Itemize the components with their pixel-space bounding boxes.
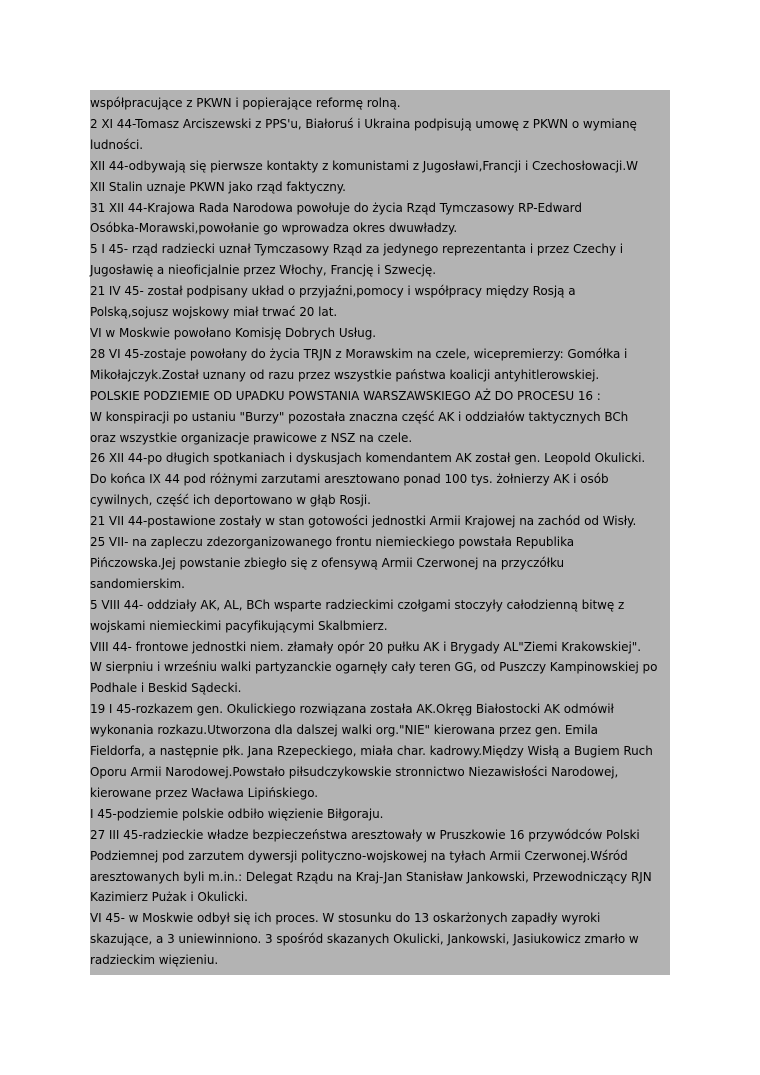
text-line: I 45-podziemie polskie odbiło więzienie Biłgoraju. [90,806,384,821]
text-line: Pińczowska.Jej powstanie zbiegło się z ofensywą Armii Czerwonej na przyczółku [90,555,565,570]
text-line: ludności. [90,137,144,152]
text-line: Fieldorfa, a następnie płk. Jana Rzepeckiego, miała char. kadrowy.Między Wisłą a Bugiem Ruch [90,744,653,759]
text-line: 5 VIII 44- oddziały AK, AL, BCh wsparte radzieckimi czołgami stoczyły całodzienną bitwę z [90,597,625,612]
section-heading: POLSKIE PODZIEMIE OD UPADKU POWSTANIA WARSZAWSKIEGO AŻ DO PROCESU 16 : [90,388,601,403]
text-line: Kazimierz Pużak i Okulicki. [90,890,248,905]
highlighted-text-block [90,90,670,975]
text-line: oraz wszystkie organizacje prawicowe z NSZ na czele. [90,430,413,445]
text-line: 31 XII 44-Krajowa Rada Narodowa powołuje do życia Rząd Tymczasowy RP-Edward [90,200,582,215]
text-line: VI 45- w Moskwie odbył się ich proces. W stosunku do 13 oskarżonych zapadły wyroki [90,911,601,926]
text-line: radzieckim więzieniu. [90,953,219,968]
text-line: 21 IV 45- został podpisany układ o przyjaźni,pomocy i współpracy między Rosją a [90,284,576,299]
text-line: 2 XI 44-Tomasz Arciszewski z PPS'u, Białoruś i Ukraina podpisują umowę z PKWN o wymianę [90,116,637,131]
text-line: aresztowanych byli m.in.: Delegat Rządu na Kraj-Jan Stanisław Jankowski, Przewodniczący RJN [90,869,652,884]
text-line: kierowane przez Wacława Lipińskiego. [90,785,319,800]
text-line: sandomierskim. [90,576,185,591]
text-line: W konspiracji po ustaniu "Burzy" pozostała znaczna część AK i oddziałów taktycznych BCh [90,409,629,424]
text-line: VI w Moskwie powołano Komisję Dobrych Usług. [90,325,377,340]
text-line: współpracujące z PKWN i popierające reformę rolną. [90,96,401,110]
text-line: wojskami niemieckimi pacyfikującymi Skalbmierz. [90,618,388,633]
text-line: Polską,sojusz wojskowy miał trwać 20 lat. [90,305,338,320]
text-line: Podhale i Beskid Sądecki. [90,681,242,696]
text-line: XII Stalin uznaje PKWN jako rząd faktyczny. [90,179,346,194]
text-line: XII 44-odbywają się pierwsze kontakty z komunistami z Jugosławi,Francji i Czechosłowacji.W [90,158,638,173]
text-line: skazujące, a 3 uniewinniono. 3 spośród skazanych Okulicki, Jankowski, Jasiukowicz zmarło w [90,932,639,947]
text-line: cywilnych, część ich deportowano w głąb Rosji. [90,493,371,508]
text-line: wykonania rozkazu.Utworzona dla dalszej walki org."NIE" kierowana przez gen. Emila [90,723,598,738]
text-line: 26 XII 44-po długich spotkaniach i dyskusjach komendantem AK został gen. Leopold Okulicki. [90,451,646,466]
text-line: Podziemnej pod zarzutem dywersji polityczno-wojskowej na tyłach Armii Czerwonej.Wśród [90,848,628,863]
text-line: 25 VII- na zapleczu zdezorganizowanego frontu niemieckiego powstała Republika [90,535,575,550]
text-line: 28 VI 45-zostaje powołany do życia TRJN z Morawskim na czele, wicepremierzy: Gomółka i [90,346,628,361]
text-line: Jugosławię a nieoficjalnie przez Włochy, Francję i Szwecję. [90,263,436,278]
text-line: 21 VII 44-postawione zostały w stan gotowości jednostki Armii Krajowej na zachód od Wisły. [90,514,637,529]
text-line: Do końca IX 44 pod różnymi zarzutami aresztowano ponad 100 tys. żołnierzy AK i osób [90,472,609,487]
text-line: 5 I 45- rząd radziecki uznał Tymczasowy Rząd za jedynego reprezentanta i przez Czechy i [90,242,624,257]
text-line: 19 I 45-rozkazem gen. Okulickiego rozwiązana została AK.Okręg Białostocki AK odmówił [90,702,614,717]
text-line: W sierpniu i wrześniu walki partyzanckie ogarnęły cały teren GG, od Puszczy Kampinowskiej po [90,660,658,675]
text-line: VIII 44- frontowe jednostki niem. złamały opór 20 pułku AK i Brygady AL"Ziemi Krakowskiej". [90,639,642,654]
text-line: Osóbka-Morawski,powołanie go wprowadza okres dwuwładzy. [90,221,458,236]
text-line: 27 III 45-radzieckie władze bezpieczeństwa aresztowały w Pruszkowie 16 przywódców Polski [90,827,640,842]
text-line: Mikołajczyk.Został uznany od razu przez wszystkie państwa koalicji antyhitlerowskiej. [90,367,600,382]
text-line: Oporu Armii Narodowej.Powstało piłsudczykowskie stronnictwo Niezawisłości Narodowej, [90,765,619,779]
